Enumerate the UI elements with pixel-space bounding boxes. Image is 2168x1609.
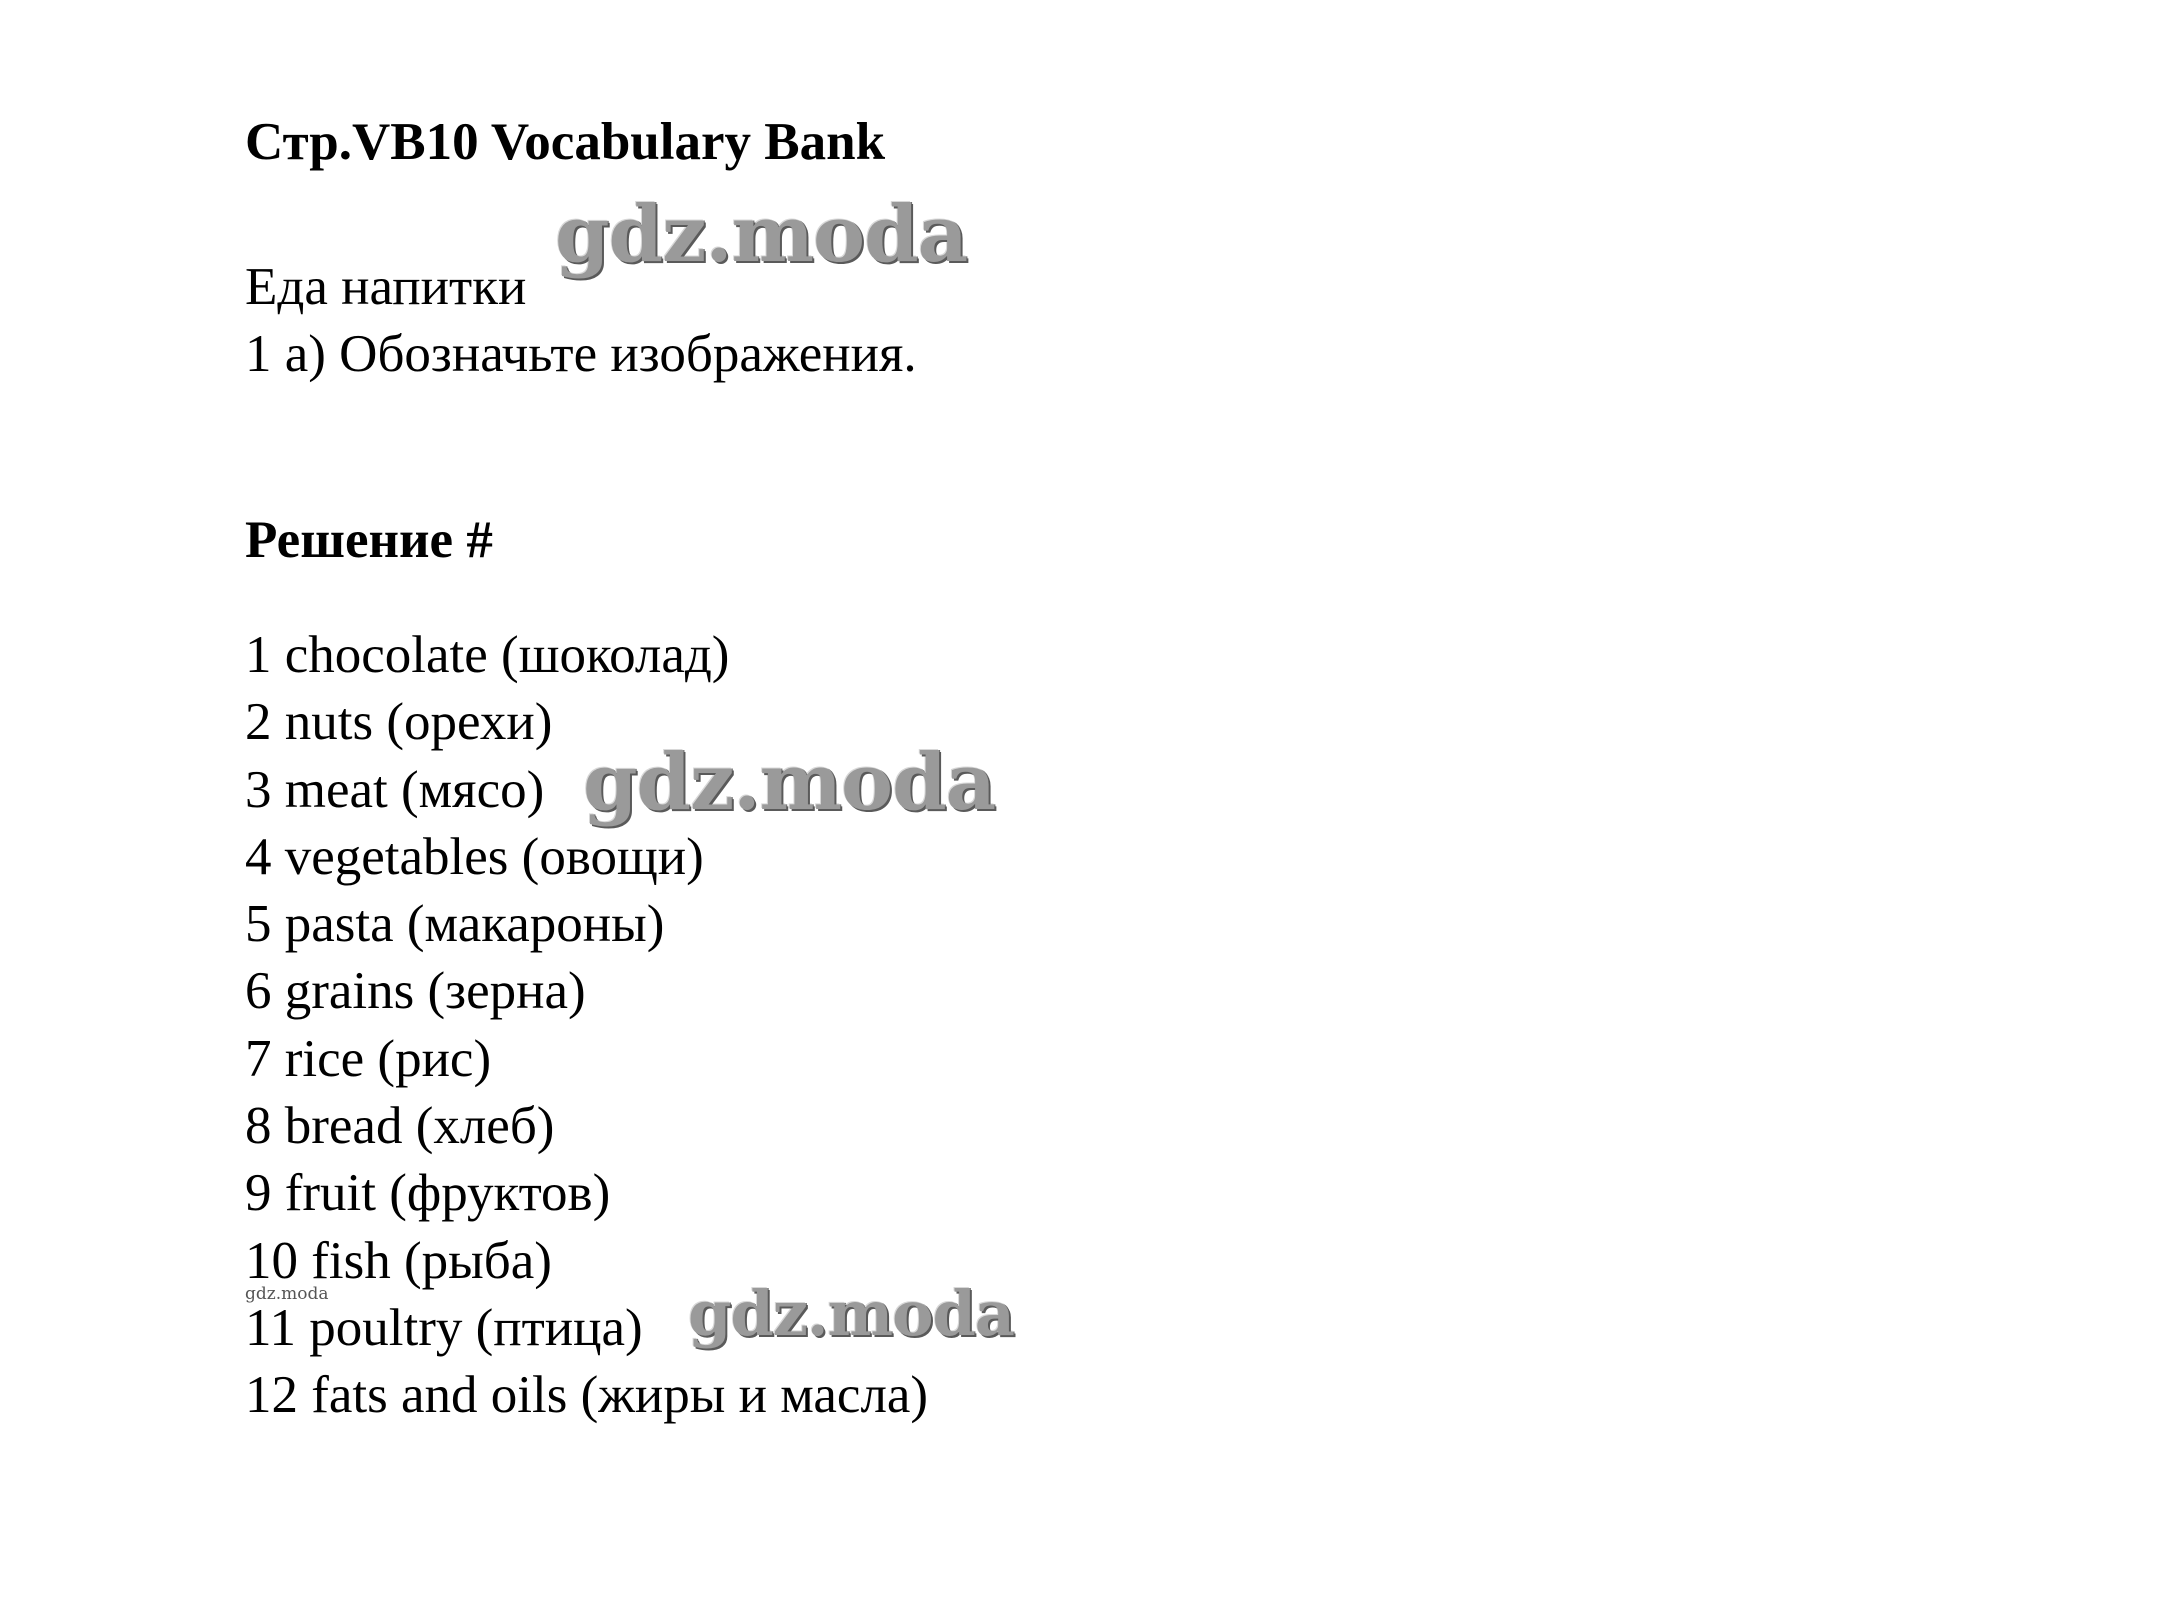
watermark-logo: gdz.moda (555, 189, 968, 280)
answer-item: 9 fruit (фруктов) (245, 1164, 611, 1223)
section-subtitle: Еда напитки (245, 258, 527, 316)
watermark-logo: gdz.moda (583, 737, 996, 828)
task-instruction: 1 а) Обозначьте изображения. (245, 325, 917, 383)
answer-item: 6 grains (зерна) (245, 962, 586, 1021)
answer-item: 4 vegetables (овощи) (245, 827, 704, 886)
watermark-small: gdz.moda (245, 1284, 329, 1304)
answer-item: 7 rice (рис) (245, 1029, 492, 1088)
answer-item: 5 pasta (макароны) (245, 895, 665, 954)
watermark-logo: gdz.moda (688, 1277, 1014, 1350)
answer-item: 8 bread (хлеб) (245, 1097, 555, 1156)
answer-item: 12 fats and oils (жиры и масла) (245, 1366, 929, 1425)
answer-item: 10 fish (рыба) (245, 1231, 552, 1290)
answer-item: 11 poultry (птица) (245, 1298, 643, 1357)
answer-item: 3 meat (мясо) (245, 760, 545, 819)
answer-item: 2 nuts (орехи) (245, 693, 553, 752)
solution-heading: Решение # (245, 511, 493, 569)
page-title: Стр.VB10 Vocabulary Bank (245, 113, 886, 171)
answer-item: 1 chocolate (шоколад) (245, 626, 730, 684)
